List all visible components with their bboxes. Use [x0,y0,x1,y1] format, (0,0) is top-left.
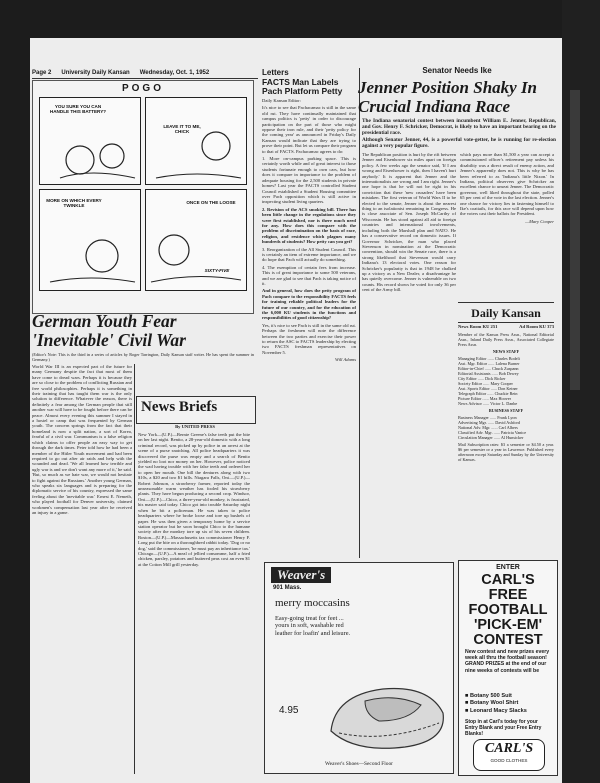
kansan-rule-bottom [458,322,554,323]
paper-name: University Daily Kansan [61,70,130,76]
kansan-news-room: News Room KU 251 [458,324,498,329]
weavers-address: 901 Mass. [273,585,302,591]
kansan-business-row: National Adv. Mgr. ...... Carl Albers [458,425,518,430]
senator-kicker: Senator Needs Ike [422,66,492,75]
column-rule [359,68,360,558]
kansan-business-row: Classified Adv. Mgr. ...... Patricia Vanice [458,430,527,435]
kansan-subscription: Mail Subscription rates: $3 a semester or $4.50 a year. $6 per semester or a year in Lawrence. Published every afternoon except Saturday and Sunday by the University of Kansas. [458,442,554,462]
contest-prize-list [465,693,551,715]
news-briefs-byline: By UNITED PRESS [175,424,215,429]
letters-point-3: 3. Reorganization of the All Student Council. This is certainly an item of extreme importance, and we do hope that Pach will actually do something. [262,246,356,263]
weavers-copy: Easy-going treat for feet ... yours in soft, washable red leather for loafin' and leisure. [275,615,351,637]
kansan-staff-row: News Advisor ...... Victor L. Danbe [458,401,518,406]
kansan-staff-row: Asst. Sports Editor ...... Don Keiner [458,386,518,391]
letters-point-5: And in general, how does the petty program of Pach compare to the responsibility FACTS feels for training reliable political leaders for the future of our country, and for the education of the 6,000 KU students in the functions and responsibilities of good citizenship? [262,288,356,321]
kansan-business-row: Business Manager ...... Frank Lyon [458,415,517,420]
comic-drawing-1 [40,98,140,184]
kansan-staff-row: Telegraph Editor ...... Chuckie Rein [458,391,518,396]
kansan-staff-row: City Editor ...... Dick Ricker [458,376,506,381]
comic-panel-1 [39,97,141,185]
comic-bubble-2: LEAVE IT TO ME, CHICK [163,124,201,135]
contest-prize: ■ Botany Wool Shirt [465,700,519,707]
letters-intro: It's nice to see that Pachacamac is still in the same old rut. They have continually maintained that campus politics is 'petty' in order to discourage participation on the part of those who might oppose their iron rule, and their 'petty policy for the coming year' as announced in Friday's Daily Kansan would indicate that they are trying to prove their point. But let us compare their program to that of FACTS. Pachacamac agrees to do: [262,105,356,154]
moccasin-illustration [325,671,449,755]
binder-edge [562,0,600,783]
kansan-staff-row: Asst. Mgr. Editor ...... Lalena Burner [458,361,520,366]
weavers-store-name: Weaver's [271,567,331,583]
comic-bubble-3: MORE ON WHICH EVERY TWINKLE [46,198,102,209]
kansan-member-note: Member of the Kansas Press Assn., National Editorial Assn., Inland Daily Press Assn., Associated Collegiate Press Assn. [458,332,554,347]
kansan-business-row: Advertising Mgr. ...... David Ashford [458,420,520,425]
german-story-body [32,364,132,774]
letters-point-6: Yes, it's nice to see Pach is still in the same old rut. Perhaps the freshmen will note the difference between the two parties and exercise their power to return the ASC to FACTS leadership by electing two FACTS freshman representatives on November 5. [262,322,356,355]
comic-title: POGO [121,83,164,94]
senator-signature: —Mary Cooper [525,218,554,224]
kansan-staff-row: Picture Editor ...... Max Hoover [458,396,512,401]
kansan-news-staff-label: NEWS STAFF [492,349,520,354]
german-headline: German Youth Fear 'Inevitable' Civil War [32,311,186,350]
page-number: Page 2 [32,70,52,76]
letters-label: Letters [262,68,289,77]
kansan-business-row: Circulation Manager ...... Al Hunsicker [458,435,524,440]
comic-drawing-4 [146,190,246,290]
kansan-staff-row: Managing Editor ...... Charles Bodeli [458,356,520,361]
kansan-rooms [458,324,554,329]
comic-drawing-2 [146,98,246,184]
carls-logo-text: CARL'S [484,741,534,756]
masthead-rule [32,78,258,79]
senator-col2-text: which pays more than $1,500 a year can accept a commissioned officer's retirement pay unless his disability was a direct result of enemy action, and Jenner's apparently does not. This is why be has been referred to as 'Indiana's little Nixon.' In Indiana, political observers give Schricker an excellent chance to unseat Jenner. The Democratic governor, well liked throughout the state, polled 65 per cent of the vote in the last election. Jenner's one chance for victory lies in fastening himself to Ike's coattails, for this race will depend upon how the voters cast their ballots for President. [460,152,554,217]
comic-panel-3 [39,189,141,291]
news-briefs-heading-box [136,396,256,424]
comic-bubble-5: SIXTY-FIVE [204,268,230,273]
news-briefs-text: New York—(U.P.)—Bernie Greene's false teeth put the bite on her last night. Benito, a 28-year-old domestic with a long criminal record, was picked up by police in an arrest at the scene of a purse snatching. All police headquarters it was discovered the purse was empty and a search of Benito yielded no loot nor money on her. However, police noticed the wad having trouble with her false teeth and ordered her to open her mouth. One bill the dentures along with two $10s, a $20 and two $1 bills. Niagara Falls, Ont.—(U.P.)—Robert Johnson, a strawberry farmer, reported today the unseasonable warm weather has fooled his strawberry plants. They have begun producing a second crop. Windsor, Ont.—(U.P.)—Chico, a three-year-old monkey, is frustrated, his master said today. Chico got into trouble Saturday night when he bit a policeman. He was taken to police headquarters where he broke loose and tore up bushels of paper. He was then given a temporary home by a service station operator but he soon brought Chico to the humane society after the monkey tore up six of his seven children. Boston—(U.P.)—Massachusetts tax commissioner Henry F. Long put the bite on a thoroughbred rabbit today. 'Dog or no dog,' said the commissioner, 'he must pay an inheritance tax.' Chicago—(U.P.)—A meal of jellied consomme, half a fried chicken, parsley, potatoes and buttered peas cost an even $1 at the Cotton Mill grill yesterday. [138,432,250,567]
senator-body-text: The Republican position is hurt by the rift between Jenner and Eisenhower six miles apart on foreign policy. A few weeks ago the senator said, 'If I am wrong and Eisenhower is right, then I haven't hurt anybody.' It is apparent that Jenner and the internationalists are wrong and I am right. Jenner's one hope is that he will not be right in his conviction that these 'new crusaders' have been mistaken. The first veteran of World Wars II to be elected to the senate, Jenner is about the nearest thing to an isolationist remaining in Congress. He is close associate of Sen. Joseph McCarthy of Wisconsin. He has stood against all aid to foreign countries and international involvements, including both the Marshall plan and NATO. He has a conservative record on domestic issues. If Governor Schricker, the man who placed Stevenson in nomination at the Democratic convention, should win the Senate race, there is a strong likelihood that Stevenson would carry Indiana's 13 electoral votes. One reason for Schricker's popularity is that in 1948 he chalked up a victory as a New Dealer, a disadvantage he has quietly overcome. Jenner is vulnerable on two counts. His record shows he voted for only 36 per cent of the Army bill. [362,152,456,293]
carls-logo-sub: GOOD CLOTHES [490,758,528,763]
senator-lead [362,118,556,149]
senator-headline: Jenner Position Shaky In Crucial Indiana Race [358,78,538,116]
column-rule [134,364,135,774]
issue-date: Wednesday, Oct. 1, 1952 [139,70,210,76]
letters-point-2: 2. Revision of the ACS smoking bill. There has been little change in the regulations since they were first established, nor is there much need for any. How does this compare with the problem of discrimination on the basis of race, religion, and residence which plagues many hundreds of students? How petty can you get? [262,206,356,245]
comic-bubble-1: YOU SURE YOU CAN HANDLE THIS BATTERY? [49,104,107,115]
page-masthead [32,70,262,76]
carls-logo [473,739,545,771]
news-briefs-body [138,432,250,774]
weavers-caption: Weaver's Shoes—Second Floor [325,761,393,767]
weavers-ad [264,562,454,774]
comic-panel-2 [145,97,247,185]
letters-salutation: Daily Kansan Editor: [262,98,302,103]
kansan-staff-box [458,332,554,558]
letters-headline: FACTS Man Labels Pach Platform Petty [262,77,343,96]
kansan-staff-row: Society Editor ...... Mary Cooper [458,381,513,386]
kansan-ad-room: Ad Room KU 373 [519,324,554,329]
contest-body: New contest and new prizes every week all thru the football season! GRAND PRIZES at the end of our nine weeks of contests will be [465,649,550,674]
senator-lead-2: Although Senator Jenner, 44, is a powerful vote-getter, he is running for re-election against a very popular figure. [362,136,556,149]
comic-panel-4 [145,189,247,291]
pogo-comic-strip [32,80,254,314]
letters-point-1: 1. More on-campus parking space. This is certainly worth while and of great interest to those students fortunate enough to own cars, but how does it compare in importance to the problem of adequate housing for the 2,500 students in private homes? Last year the FACTS controlled Student Council established a Student Housing committee over Pach opposition which is still active in inspecting student living quarters. [262,156,356,205]
contest-prize: ■ Leonard Macy Slacks [465,707,527,714]
comic-drawing-3 [40,190,140,290]
carls-contest-ad [458,560,558,776]
kansan-business-staff-label: BUSINESS STAFF [488,408,524,413]
contest-headline: CARL'S FREE FOOTBALL 'PICK-EM' CONTEST [468,572,548,648]
kansan-title: Daily Kansan [471,306,541,320]
letters-signature: Will Adams [335,357,356,363]
german-editors-note: (Editor's Note: This is the third in a series of articles by Roger Tarrington, Daily Kansan staff writer. He has spent the summer in Germany.) [32,352,254,362]
senator-body-col2 [460,152,554,298]
kansan-staff-row: Editor-in-Chief ...... Chuck Zuspann [458,366,519,371]
weavers-product: merry moccasins [275,597,350,609]
letters-point-4: 4. The exemption of certain fees from increase. This is of great importance to some 500 veterans, and we are glad to see that Pach is taking notice of it. [262,264,356,286]
weavers-price: 4.95 [279,705,299,716]
kansan-rule-top [458,302,554,303]
german-body-text: World War III is an expected part of the future for many Germany despite the fact that most of them have come to dread wars. Perhaps it is because they are so close to the problem of conflicting Russian and free world philosophies. Perhaps it is something in their training that has taught them war is the only solution to difference. Whatever the reason, there is definitely a fear among the German people that still another war will have to be fought before there can be peace. Almost every evening this summer I stayed in a hostel or camp that was frequented by German youth. The concern springs from the fact that their homeland is now a split nation, a sort of Korea, fearful of a civil war. Communism is a false religion which claims to offer people an easy way to get through the dark times. Peter told how he had been a member of the Hitler Youth movement and had been required to go out after air raids and help with the wounded and dead. 'We all learned how terrible and ugly war is and we don't want any more of it,' he said. 'But, so much as we hate war, we would not hesitate to fight against the Russians.' Another young German, who speaks six languages and is preparing for the diplomatic service of his country, expressed the same feeling about the 'inevitable war.' Ernest E. Nemeth, who played football for Denver university, claimed workmen's compensation last year after he received an injury in a game. [32,364,132,515]
senator-lead-1: The Indiana senatorial contest between incumbent William E. Jenner, Republican, and Gov. Henry F. Schricker, Democrat, is likely to have an important bearing on the presidential race. [362,118,556,137]
senator-body [362,152,456,556]
news-briefs-title: News Briefs [141,399,218,415]
comic-bubble-4: ONCE ON THE LOOSE [186,200,236,205]
letters-body [262,98,356,556]
kansan-staff-row: Editorial Assistants ...... Bob Dewey [458,371,519,376]
contest-cta: Stop in at Carl's today for your Entry Blank and your Free Entry Blanks! [465,719,542,737]
contest-prize: ■ Botany 500 Suit [465,693,512,699]
contest-enter: ENTER [496,564,520,571]
